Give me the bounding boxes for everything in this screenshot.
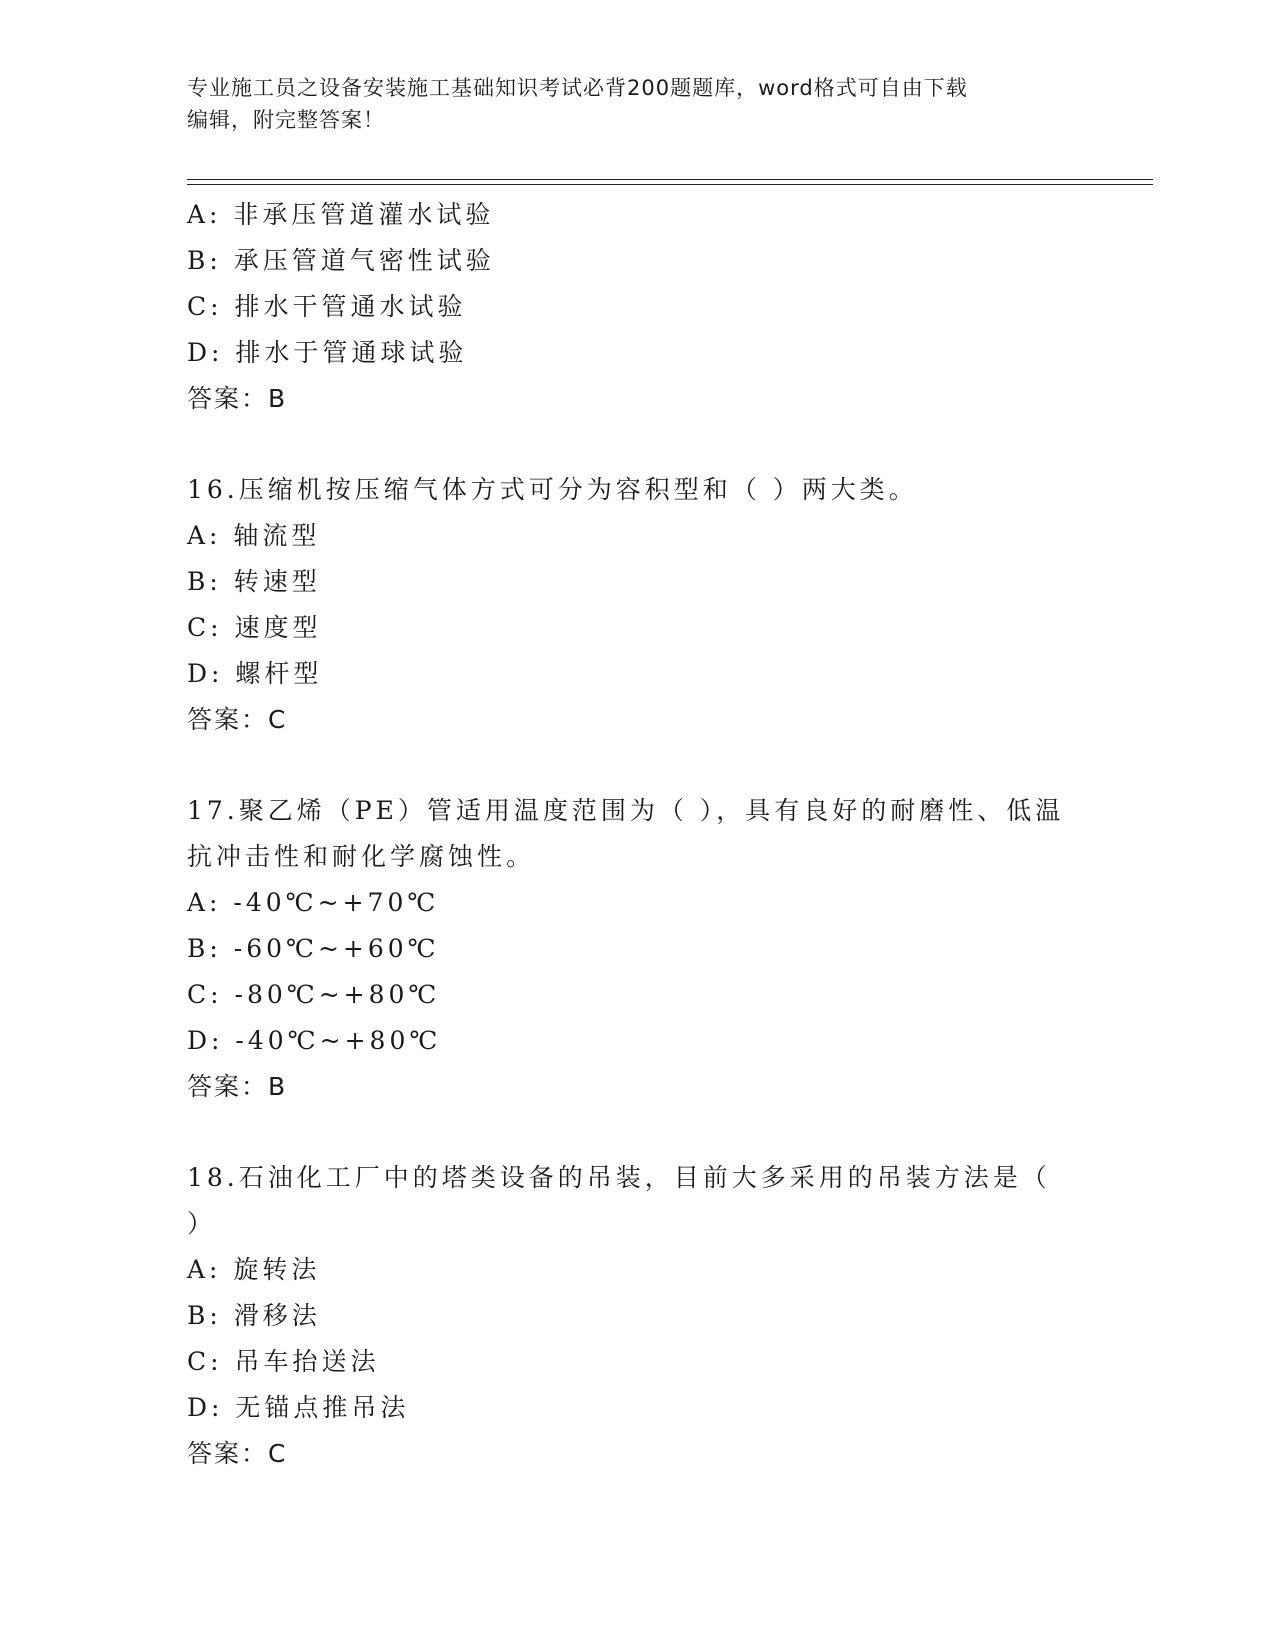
option-b: B: -60℃~+60℃ — [187, 934, 440, 963]
header-rule-bottom — [187, 184, 1153, 185]
answer-line: 答案：C — [187, 1439, 288, 1468]
option-c: C: 速度型 — [187, 613, 322, 642]
question-17 — [187, 788, 1087, 1110]
header-rule-top — [187, 179, 1153, 180]
option-d: D: 无锚点推吊法 — [187, 1393, 410, 1422]
question-15-continuation — [187, 192, 1087, 422]
option-b: B: 滑移法 — [187, 1301, 321, 1330]
question-stem-line-1: 18.石油化工厂中的塔类设备的吊装，目前大多采用的吊装方法是（ — [187, 1163, 1051, 1192]
answer-line: 答案：C — [187, 705, 288, 734]
option-a: A: -40℃~+70℃ — [187, 888, 440, 917]
option-d: D: 排水于管通球试验 — [187, 338, 468, 367]
option-b: B: 转速型 — [187, 567, 321, 596]
question-stem-line-2: 抗冲击性和耐化学腐蚀性。 — [187, 842, 536, 871]
option-c: C: 排水干管通水试验 — [187, 292, 467, 321]
document-header — [187, 72, 1087, 136]
question-stem-line-2: ） — [187, 1209, 217, 1238]
option-b: B: 承压管道气密性试验 — [187, 246, 495, 275]
option-c: C: -80℃~+80℃ — [187, 980, 441, 1009]
question-18 — [187, 1155, 1087, 1477]
header-line-2: 编辑，附完整答案！ — [187, 108, 385, 132]
option-c: C: 吊车抬送法 — [187, 1347, 380, 1376]
question-stem-line-1: 17.聚乙烯（PE）管适用温度范围为（ ），具有良好的耐磨性、低温 — [187, 796, 1065, 825]
question-stem: 16.压缩机按压缩气体方式可分为容积型和（ ）两大类。 — [187, 475, 918, 504]
header-line-1: 专业施工员之设备安装施工基础知识考试必背200题题库，word格式可自由下载 — [187, 76, 968, 100]
option-d: D: 螺杆型 — [187, 659, 323, 688]
document-body — [187, 192, 1087, 1477]
option-a: A: 轴流型 — [187, 521, 321, 550]
answer-line: 答案：B — [187, 1072, 288, 1101]
question-16 — [187, 467, 1087, 743]
answer-line: 答案：B — [187, 384, 288, 413]
option-a: A: 非承压管道灌水试验 — [187, 200, 495, 229]
option-d: D: -40℃~+80℃ — [187, 1026, 442, 1055]
option-a: A: 旋转法 — [187, 1255, 321, 1284]
